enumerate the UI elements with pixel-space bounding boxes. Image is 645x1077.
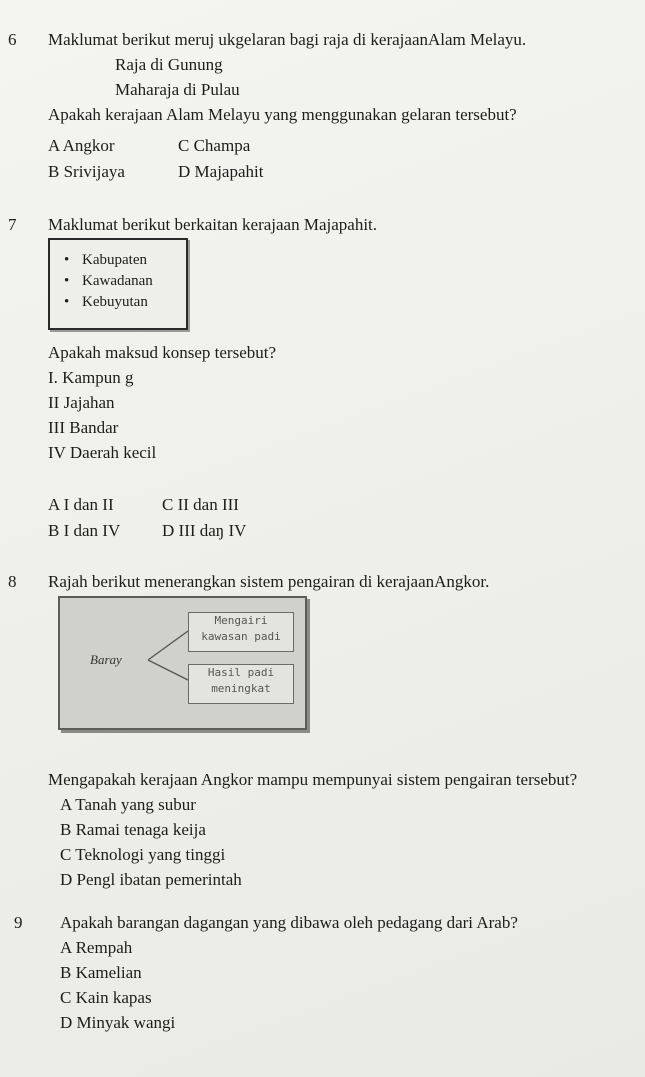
q9-option-b[interactable]: B Kamelian	[60, 963, 142, 982]
diagram-box-irrigate	[188, 612, 294, 652]
q9-option-c[interactable]: C Kain kapas	[60, 988, 152, 1007]
q9-option-a[interactable]: A Rempah	[60, 938, 133, 957]
q9-stem: Apakah barangan dagangan yang dibawa oleh pedagang dari Arab?	[60, 913, 518, 932]
diagram-box-yield	[188, 664, 294, 704]
q6-option-a[interactable]: A Angkor	[48, 136, 115, 155]
q7-number: 7	[8, 215, 17, 234]
q7-option-a[interactable]: A I dan II	[48, 495, 114, 514]
diagram-box-yield-line1: Hasil padi	[207, 666, 275, 679]
q7-option-c[interactable]: C II dan III	[162, 495, 239, 514]
q8-stem: Rajah berikut menerangkan sistem pengairan di kerajaanAngkor.	[48, 572, 490, 591]
q7-statement-4: IV Daerah kecil	[48, 443, 157, 462]
q7-statement-1: I. Kampun g	[48, 368, 134, 387]
q8-option-d[interactable]: D Pengl ibatan pemerintah	[60, 870, 242, 889]
diagram-box-yield-line2: meningkat	[211, 682, 271, 695]
q7-box-item: • Kawadanan	[60, 271, 186, 292]
q8-prompt: Mengapakah kerajaan Angkor mampu mempunyai sistem pengairan tersebut?	[48, 770, 578, 789]
q6-item-2: Maharaja di Pulau	[115, 80, 240, 99]
q7-prompt: Apakah maksud konsep tersebut?	[48, 343, 277, 362]
q8-number: 8	[8, 572, 17, 591]
q7-stem: Maklumat berikut berkaitan kerajaan Majapahit.	[48, 215, 378, 234]
q6-stem: Maklumat berikut meruj ukgelaran bagi raja di kerajaanAlam Melayu.	[48, 30, 527, 49]
q8-option-c[interactable]: C Teknologi yang tinggi	[60, 845, 226, 864]
q7-statement-3: III Bandar	[48, 418, 119, 437]
diagram-source-label: Baray	[90, 652, 122, 667]
q6-number: 6	[8, 30, 17, 49]
q6-item-1: Raja di Gunung	[115, 55, 223, 74]
q6-option-d[interactable]: D Majapahit	[178, 162, 264, 181]
q7-option-d[interactable]: D III daŋ IV	[162, 521, 247, 540]
diagram-box-irrigate-line1: Mengairi	[214, 614, 268, 627]
q7-option-b[interactable]: B I dan IV	[48, 521, 121, 540]
q6-option-c[interactable]: C Champa	[178, 136, 251, 155]
q7-box-item: • Kabupaten	[60, 250, 186, 271]
q8-option-b[interactable]: B Ramai tenaga keija	[60, 820, 206, 839]
diagram-box-irrigate-line2: kawasan padi	[201, 630, 281, 643]
q9-number: 9	[14, 913, 23, 932]
q7-statement-2: II Jajahan	[48, 393, 115, 412]
q7-info-box	[48, 238, 188, 330]
q6-prompt: Apakah kerajaan Alam Melayu yang menggunakan gelaran tersebut?	[48, 105, 517, 124]
q8-option-a[interactable]: A Tanah yang subur	[60, 795, 196, 814]
q7-box-item: • Kebuyutan	[60, 292, 186, 313]
q6-option-b[interactable]: B Srivijaya	[48, 162, 125, 181]
q8-irrigation-diagram	[58, 596, 307, 730]
q9-option-d[interactable]: D Minyak wangi	[60, 1013, 176, 1032]
